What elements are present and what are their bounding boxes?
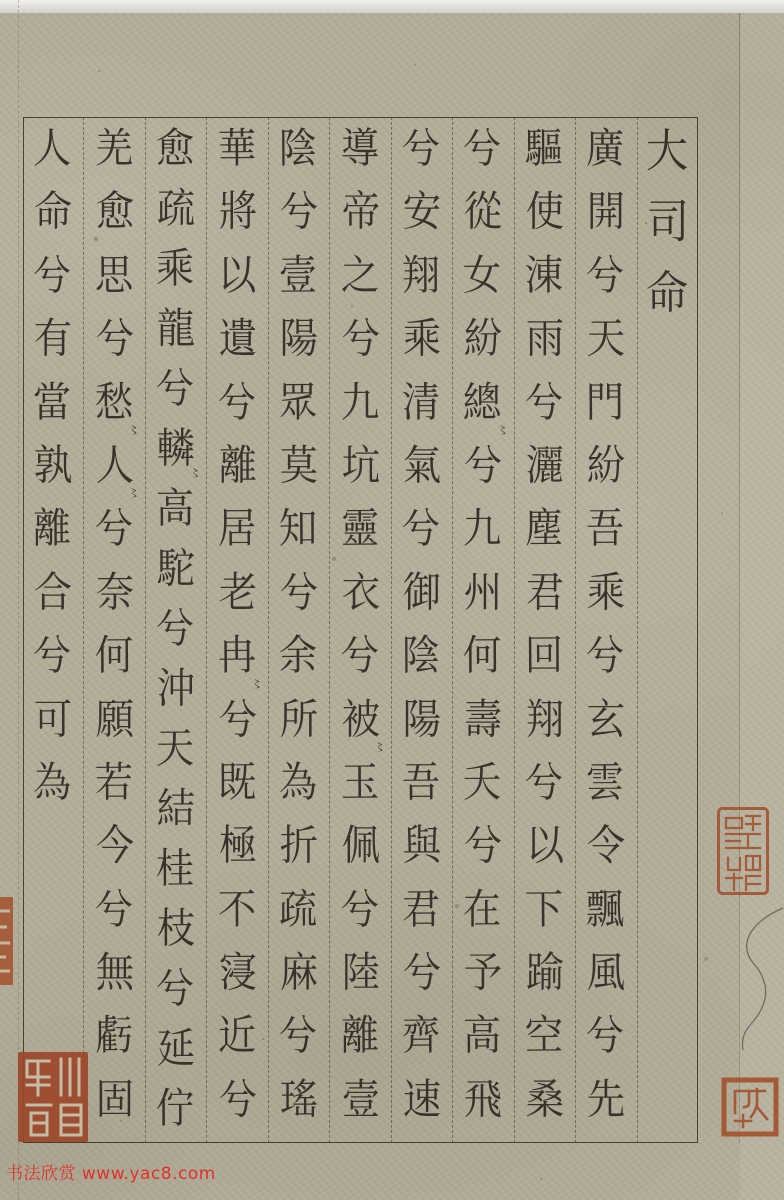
seal-script-character-cell: 兮 [94, 505, 134, 554]
seal-script-character-cell: 紛 [587, 442, 626, 490]
seal-script-character-cell: 結 [156, 785, 196, 833]
seal-script-character-cell: 飛 [464, 1075, 503, 1124]
seal-script-character-cell: 兮 [524, 758, 564, 807]
seal-script-character-cell: 兮 [94, 885, 134, 934]
seal-script-character-cell: 九 [340, 378, 379, 427]
seal-script-character-cell: 令 [587, 822, 626, 871]
seal-script-character-cell: 瑤 [279, 1075, 319, 1124]
seal-script-character-cell: 何 [463, 632, 502, 681]
seal-script-character-cell: 折 [279, 822, 319, 871]
seal-script-character-cell: 疏 [156, 185, 196, 233]
seal-script-character-cell: 將 [218, 188, 257, 237]
seal-script-character-cell: 兮 [32, 251, 72, 300]
seal-script-character-cell: 灑 [525, 442, 565, 490]
seal-script-character-cell: 兮 [401, 505, 441, 554]
seal-script-character-cell: 夭 [463, 758, 502, 807]
seal-script-character-cell: 以 [525, 822, 565, 871]
seal-script-character-cell: 桑 [525, 1075, 565, 1124]
seal-script-character-cell: 兮 [401, 124, 441, 174]
seal-script-character-cell: 風 [587, 949, 626, 997]
seal-script-character-cell: 離 [340, 1012, 379, 1061]
seal-script-character-cell: 兮 [279, 188, 319, 237]
seal-script-character-cell: 固 [95, 1075, 134, 1124]
seal-script-character-cell: 被 〻 [341, 695, 386, 754]
seal-script-character-cell: 陰 [278, 124, 318, 174]
seal-script-character-cell: 陰 [401, 632, 441, 681]
poem-column-1 [575, 117, 636, 1143]
seal-script-character-cell: 願 [95, 695, 134, 744]
repeat-mark: 〻 [127, 486, 140, 501]
seal-script-character-cell: 為 [278, 758, 318, 807]
seal-script-character-cell: 遺 [218, 315, 257, 364]
seal-script-character-cell: 冉 〻 [217, 632, 263, 691]
seal-script-character-cell: 清 [401, 378, 441, 427]
seal-script-character-cell: 可 [34, 695, 73, 744]
seal-script-character-cell: 陸 [341, 949, 380, 997]
seal-script-character-cell: 麻 [279, 949, 319, 997]
seal-script-character-cell: 坑 [341, 442, 380, 490]
poem-column-4 [391, 117, 452, 1143]
seal-script-character-cell: 兮 [279, 568, 319, 617]
seal-script-character-cell: 當 [32, 378, 72, 427]
poem-column-10 [23, 117, 83, 1143]
seal-script-character-cell: 龍 [156, 305, 196, 353]
poem-column-6 [268, 117, 329, 1143]
seal-script-character-cell: 知 [278, 505, 318, 554]
seal-script-character-cell: 帝 [341, 188, 380, 237]
seal-script-character-cell: 飄 [585, 885, 625, 934]
seal-script-character-cell: 奈 [95, 568, 134, 617]
seal-script-character-cell: 寖 [218, 949, 257, 997]
seal-script-character-cell: 翔 [525, 695, 565, 744]
seal-script-character-cell: 空 [524, 1012, 564, 1061]
poem-column-9 [83, 117, 144, 1143]
seal-script-character-cell: 有 [34, 315, 73, 364]
seal-script-character-cell: 兮 [155, 364, 195, 414]
seal-script-character-cell: 疏 [278, 885, 318, 934]
seal-script-character-cell: 所 [279, 695, 319, 744]
seal-script-character-cell: 塵 [524, 505, 564, 554]
seal-script-character-cell: 衣 [341, 568, 380, 617]
repeat-mark: 〻 [189, 466, 202, 480]
seal-script-character-cell: 兮 [585, 632, 625, 681]
seal-script-character-cell: 佩 [341, 822, 380, 871]
paper-seam-left-line [18, 0, 19, 1200]
seal-script-character-cell: 導 [340, 124, 379, 174]
seal-script-character-cell: 居 [217, 505, 256, 554]
seal-script-character-cell: 天 [155, 724, 195, 774]
left-edge-partial-seal-stamp [0, 897, 14, 985]
seal-script-character-cell: 雲 [585, 758, 625, 807]
seal-script-character-cell: 人 [32, 124, 72, 174]
seal-script-character-cell: 總 〻 [463, 378, 509, 437]
paper-crease-line [731, 878, 784, 1053]
seal-script-character-cell: 余 [278, 632, 318, 681]
seal-script-character-cell: 兮 [464, 442, 503, 490]
seal-script-character-cell: 靈 [340, 505, 379, 554]
seal-script-character-cell: 無 [95, 949, 134, 997]
seal-script-character-cell: 兮 [585, 251, 625, 300]
seal-script-character-cell: 壹 [341, 1075, 380, 1124]
seal-script-character-cell: 駝 [156, 545, 196, 593]
seal-script-character-cell: 女 [463, 251, 502, 300]
seal-script-character-cell: 回 [524, 632, 564, 681]
seal-script-character-cell: 兮 [95, 315, 134, 364]
seal-script-character-cell: 安 [402, 188, 442, 237]
seal-script-character-cell: 命 [34, 188, 73, 237]
seal-script-character-cell: 陽 [279, 315, 319, 364]
seal-script-character-cell: 愈 [95, 188, 134, 237]
seal-script-character-cell: 轔 〻 [156, 425, 202, 480]
seal-script-character-cell: 氣 [402, 442, 442, 490]
seal-script-character-cell: 乘 [402, 315, 442, 364]
poem-column-3 [452, 117, 513, 1143]
scan-edge-top [0, 0, 784, 13]
seal-script-character-cell: 州 [464, 568, 503, 617]
seal-script-character-cell: 開 [587, 188, 626, 237]
seal-script-character-cell: 眾 [278, 378, 318, 427]
seal-script-character-cell: 枝 [156, 905, 196, 953]
repeat-mark: 〻 [250, 676, 263, 691]
seal-script-character-cell: 命 [645, 266, 689, 321]
seal-script-character-cell: 今 [95, 822, 134, 871]
seal-script-character-cell: 既 [217, 758, 256, 807]
seal-script-character-cell: 愈 [155, 124, 195, 174]
seal-script-character-cell: 佇 [155, 1084, 195, 1134]
seal-script-character-cell: 兮 [341, 315, 380, 364]
seal-script-character-cell: 先 [587, 1075, 626, 1124]
seal-script-character-cell: 齊 [401, 1012, 441, 1061]
seal-script-character-cell: 廣 [585, 124, 625, 174]
seal-script-character-cell: 兮 [340, 885, 379, 934]
seal-script-character-cell: 離 [32, 505, 72, 554]
bottom-left-collector-seal-stamp [17, 1051, 89, 1143]
seal-script-character-cell: 御 [402, 568, 442, 617]
seal-script-character-cell: 君 [401, 885, 441, 934]
seal-script-character-cell: 不 [217, 885, 256, 934]
seal-script-character-cell: 與 [402, 822, 442, 871]
seal-script-character-cell: 孰 [34, 442, 73, 490]
paper-specks [0, 0, 2, 2]
seal-script-character-cell: 羌 [94, 124, 134, 174]
seal-script-character-cell: 之 [340, 251, 379, 300]
seal-script-character-cell: 兮 [218, 1075, 257, 1124]
seal-script-character-cell: 合 [34, 568, 73, 617]
seal-script-text-grid [23, 117, 698, 1143]
seal-script-character-cell: 兮 [340, 632, 379, 681]
poem-column-8 [145, 117, 206, 1143]
seal-script-character-cell: 在 [463, 885, 502, 934]
seal-script-character-cell: 兮 [464, 822, 503, 871]
seal-script-character-cell: 思 [94, 251, 134, 300]
seal-script-character-cell: 壹 [278, 251, 318, 300]
repeat-mark: 〻 [127, 422, 140, 437]
seal-script-character-cell: 兮 [155, 604, 195, 654]
seal-script-character-cell: 乘 [587, 568, 626, 617]
repeat-mark: 〻 [496, 422, 509, 437]
seal-script-character-cell: 高 [155, 484, 195, 534]
seal-script-character-cell: 莫 [279, 442, 319, 490]
seal-script-character-cell: 近 [217, 1012, 256, 1061]
seal-script-character-cell: 華 [217, 124, 256, 174]
seal-script-character-cell: 速 [402, 1075, 442, 1124]
poem-column-5 [329, 117, 390, 1143]
poem-column-2 [514, 117, 575, 1143]
website-watermark: 书法欣赏 www.yac8.com [6, 1164, 216, 1184]
seal-script-character-cell: 從 [464, 188, 503, 237]
seal-script-character-cell: 君 [525, 568, 565, 617]
repeat-mark: 〻 [373, 739, 386, 754]
seal-script-character-cell: 兮 [402, 949, 442, 997]
seal-script-character-cell: 高 [463, 1012, 502, 1061]
seal-script-character-cell: 大 [645, 124, 689, 179]
seal-script-character-cell: 延 [156, 1025, 196, 1073]
seal-script-character-cell: 兮 [155, 964, 195, 1014]
seal-script-character-cell: 乘 [155, 244, 195, 294]
seal-script-character-cell: 若 [94, 758, 134, 807]
seal-script-character-cell: 虧 [94, 1012, 134, 1061]
seal-script-character-cell: 予 [464, 949, 503, 997]
seal-script-character-cell: 吾 [585, 505, 625, 554]
seal-script-character-cell: 為 [32, 758, 72, 807]
seal-script-character-cell: 兮 [278, 1012, 318, 1061]
seal-script-character-cell: 吾 [401, 758, 441, 807]
seal-script-character-cell: 玄 [587, 695, 626, 744]
seal-script-character-cell: 下 [524, 885, 564, 934]
seal-script-character-cell: 兮 [463, 124, 502, 174]
title-column [637, 117, 698, 1143]
seal-script-character-cell: 玉 [340, 758, 379, 807]
seal-script-character-cell: 驅 [524, 124, 564, 174]
seal-script-character-cell: 涷 [524, 251, 564, 300]
seal-script-character-cell: 兮 [585, 1012, 625, 1061]
seal-script-character-cell: 沖 [156, 665, 196, 713]
seal-script-character-cell: 壽 [464, 695, 503, 744]
seal-script-character-cell: 老 [218, 568, 257, 617]
seal-script-character-cell: 桂 [155, 844, 195, 894]
seal-script-character-cell: 踰 [525, 949, 565, 997]
seal-script-character-cell: 何 [94, 632, 134, 681]
seal-script-character-cell: 人 〻 [95, 442, 140, 501]
seal-script-character-cell: 兮 [524, 378, 564, 427]
seal-script-character-cell: 九 [463, 505, 502, 554]
bottom-right-collector-seal-stamp [721, 1077, 779, 1137]
seal-script-character-cell: 極 [218, 822, 257, 871]
seal-script-character-cell: 離 [218, 442, 257, 490]
seal-script-character-cell: 天 [587, 315, 626, 364]
seal-script-character-cell: 兮 [217, 378, 256, 427]
seal-script-character-cell: 愁 〻 [94, 378, 140, 437]
seal-script-character-cell: 以 [217, 251, 256, 300]
seal-script-character-cell: 翔 [401, 251, 441, 300]
seal-script-character-cell: 司 [646, 195, 689, 250]
seal-script-character-cell: 門 [585, 378, 625, 427]
poem-column-7 [206, 117, 267, 1143]
seal-script-character-cell: 兮 [32, 632, 72, 681]
seal-script-character-cell: 兮 [218, 695, 257, 744]
seal-script-character-cell: 陽 [402, 695, 442, 744]
seal-script-character-cell: 使 [525, 188, 565, 237]
seal-script-character-cell: 紛 [464, 315, 503, 364]
seal-script-character-cell: 雨 [525, 315, 565, 364]
